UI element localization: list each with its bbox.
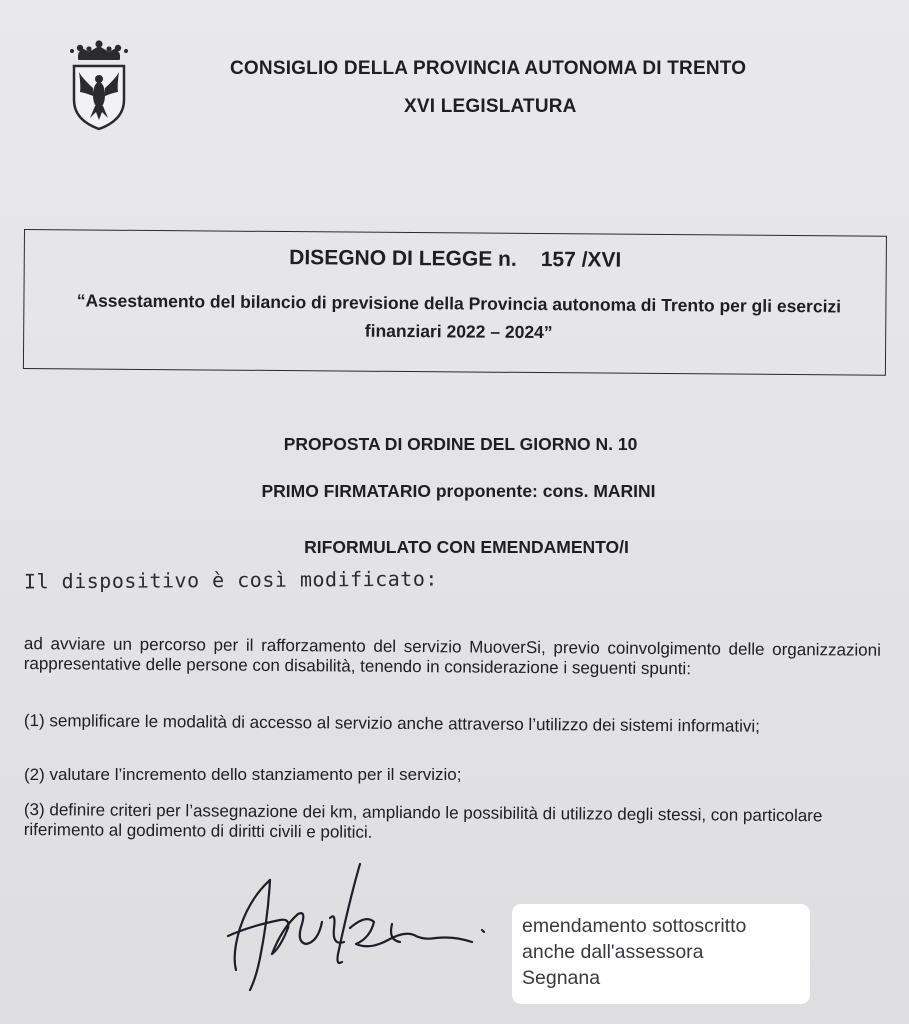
first-signer-label: PRIMO FIRMATARIO	[261, 481, 431, 501]
legislature-label: XVI LEGISLATURA	[404, 96, 577, 117]
reformulated-label: RIFORMULATO CON EMENDAMENTO/I	[304, 537, 629, 557]
bill-number-line	[25, 244, 886, 275]
bill-box	[23, 229, 887, 376]
bill-label: DISEGNO DI LEGGE n.	[289, 246, 517, 271]
note-line-1: emendamento sottoscritto	[522, 915, 747, 937]
body-intro: ad avviare un percorso per il rafforzamento del servizio MuoverSi, previo coinvolgimento delle organizzazioni rappresentative delle persone con disabilità, tenendo in considerazione i seguenti spunti:	[23, 634, 881, 679]
eagle-crest-icon	[68, 38, 130, 132]
bill-number: 157 /XVI	[540, 248, 622, 272]
body-point-3: (3) definire criteri per l’assegnazione dei km, ampliando le possibilità di utilizzo degli stessi, con particolare riferimento al godimento di diritti civili e politici.	[23, 800, 823, 842]
bill-title: “Assestamento del bilancio di previsione della Provincia autonoma di Trento per gli esercizi finanziari 2022 – 2024”	[76, 290, 842, 343]
note-line-2: anche dall'assessora	[522, 941, 704, 963]
body-point-2: (2) valutare l’incremento dello stanziamento per il servizio;	[24, 765, 462, 784]
proposal-title: PROPOSTA DI ORDINE DEL GIORNO N. 10	[283, 434, 638, 454]
handwritten-signature	[210, 858, 500, 998]
body-point-1: (1) semplificare le modalità di accesso al servizio anche attraverso l’utilizzo dei sistemi informativi;	[23, 711, 760, 736]
note-line-3: Segnana	[522, 967, 601, 989]
first-signer-line	[4, 481, 909, 502]
amendment-note	[512, 904, 810, 1004]
council-name: CONSIGLIO DELLA PROVINCIA AUTONOMA DI TRENTO	[230, 58, 747, 79]
proposer: proponente: cons. MARINI	[435, 481, 656, 501]
handwritten-note: Il dispositivo è così modificato:	[23, 566, 438, 594]
